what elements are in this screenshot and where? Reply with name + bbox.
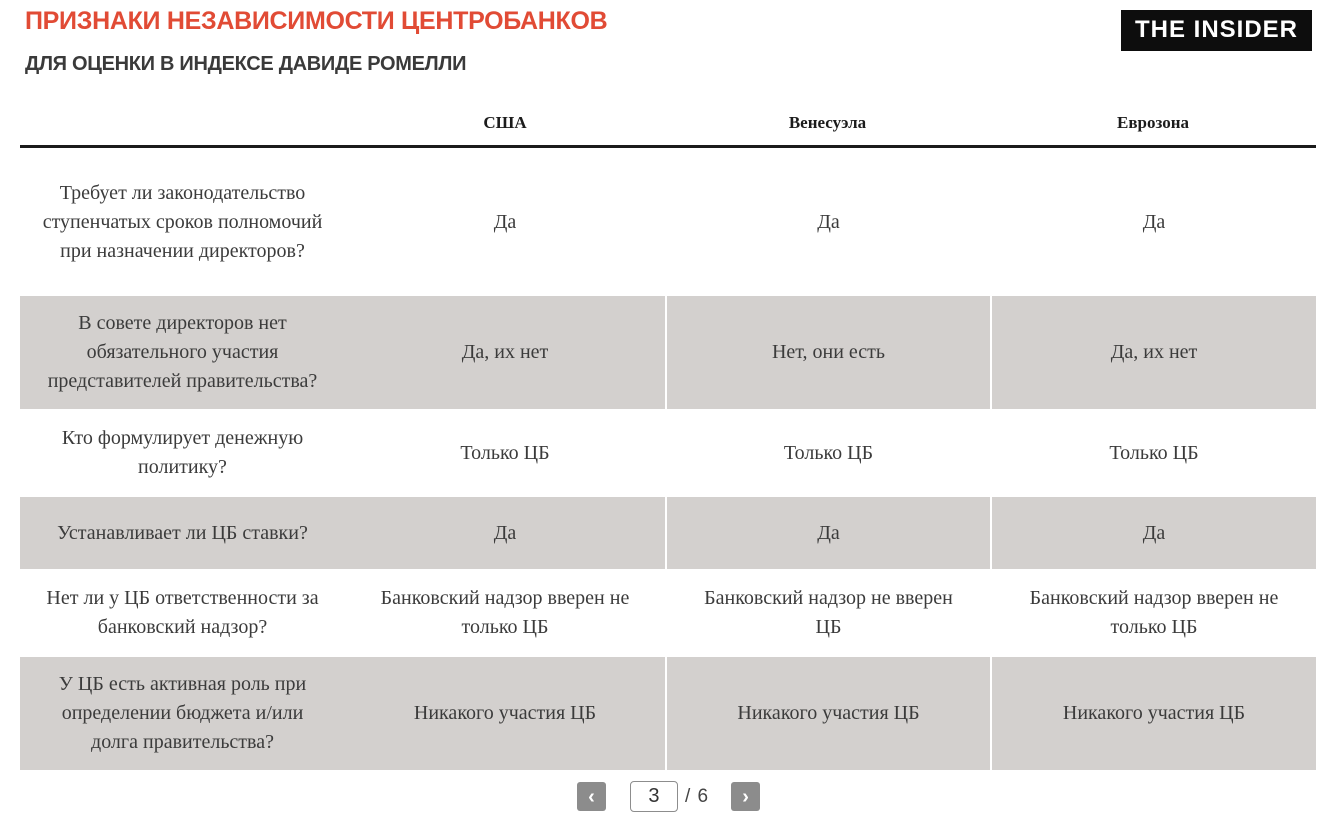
question-text: У ЦБ есть активная роль при определении бюджета и/или долга правительства? bbox=[58, 673, 307, 753]
page-subtitle: ДЛЯ ОЦЕНКИ В ИНДЕКСЕ ДАВИДЕ РОМЕЛЛИ bbox=[25, 52, 467, 75]
answer-cell-eurozone bbox=[990, 569, 1316, 657]
question-text: Устанавливает ли ЦБ ставки? bbox=[57, 521, 308, 544]
page-number-input[interactable] bbox=[630, 781, 678, 812]
answer-cell-usa bbox=[345, 148, 665, 296]
question-text: Требует ли законодательство ступенчатых сроков полномочий при назначении директоров? bbox=[42, 181, 323, 262]
answer-text: Да bbox=[493, 210, 517, 233]
answer-text: Никакого участия ЦБ bbox=[413, 702, 597, 724]
table-row bbox=[20, 148, 1316, 296]
answer-text: Банковский надзор вверен не только ЦБ bbox=[1029, 587, 1279, 638]
table-row bbox=[20, 657, 1316, 770]
answer-cell-eurozone bbox=[990, 497, 1316, 569]
the-insider-logo: THE INSIDER bbox=[1121, 10, 1312, 51]
question-text: В совете директоров нет обязательного участия представителей правительства? bbox=[47, 312, 318, 392]
answer-cell-venezuela bbox=[665, 569, 990, 657]
page-total-label: / 6 bbox=[684, 785, 710, 807]
comparison-table bbox=[20, 103, 1316, 770]
page-title: ПРИЗНАКИ НЕЗАВИСИМОСТИ ЦЕНТРОБАНКОВ bbox=[25, 7, 608, 35]
answer-text: Да, их нет bbox=[461, 341, 549, 363]
question-cell bbox=[20, 409, 345, 497]
answer-cell-eurozone bbox=[990, 148, 1316, 296]
question-text: Кто формулирует денежную политику? bbox=[61, 427, 304, 478]
question-cell bbox=[20, 148, 345, 296]
corner-cell bbox=[20, 113, 345, 133]
column-header-eurozone: Еврозона bbox=[1116, 113, 1189, 132]
answer-text: Да bbox=[817, 521, 840, 544]
answer-text: Нет, они есть bbox=[771, 341, 886, 363]
question-cell bbox=[20, 657, 345, 770]
column-header-venezuela: Венесуэла bbox=[788, 113, 867, 132]
table-row bbox=[20, 296, 1316, 409]
answer-text: Банковский надзор вверен не только ЦБ bbox=[380, 587, 630, 638]
table-row bbox=[20, 569, 1316, 657]
answer-cell-venezuela bbox=[665, 497, 990, 569]
answer-text: Только ЦБ bbox=[1109, 441, 1199, 464]
answer-text: Да bbox=[817, 210, 840, 233]
prev-page-button[interactable] bbox=[577, 782, 606, 811]
titles-block bbox=[25, 8, 607, 75]
pagination bbox=[0, 781, 1337, 812]
answer-cell-usa bbox=[345, 296, 665, 409]
answer-text: Да bbox=[1142, 521, 1166, 544]
table-row bbox=[20, 497, 1316, 569]
answer-text: Банковский надзор не вверен ЦБ bbox=[704, 587, 953, 638]
question-cell bbox=[20, 497, 345, 569]
answer-text: Да, их нет bbox=[1110, 341, 1198, 363]
answer-cell-venezuela bbox=[665, 409, 990, 497]
answer-text: Только ЦБ bbox=[783, 441, 874, 464]
answer-cell-eurozone bbox=[990, 296, 1316, 409]
question-text: Нет ли у ЦБ ответственности за банковский надзор? bbox=[46, 587, 319, 638]
table-row bbox=[20, 409, 1316, 497]
question-cell bbox=[20, 569, 345, 657]
answer-cell-venezuela bbox=[665, 296, 990, 409]
answer-cell-venezuela bbox=[665, 657, 990, 770]
column-header-usa: США bbox=[483, 113, 527, 132]
answer-cell-eurozone bbox=[990, 409, 1316, 497]
answer-text: Да bbox=[493, 521, 517, 544]
answer-cell-venezuela bbox=[665, 148, 990, 296]
question-cell bbox=[20, 296, 345, 409]
answer-cell-usa bbox=[345, 409, 665, 497]
answer-cell-usa bbox=[345, 497, 665, 569]
answer-text: Да bbox=[1142, 210, 1166, 233]
answer-cell-usa bbox=[345, 657, 665, 770]
answer-cell-usa bbox=[345, 569, 665, 657]
answer-text: Только ЦБ bbox=[460, 441, 550, 464]
chevron-left-icon: ‹ bbox=[588, 785, 595, 808]
next-page-button[interactable] bbox=[731, 782, 760, 811]
table-header-row bbox=[20, 103, 1316, 148]
answer-text: Никакого участия ЦБ bbox=[1062, 702, 1246, 724]
chevron-right-icon: › bbox=[742, 785, 749, 808]
answer-cell-eurozone bbox=[990, 657, 1316, 770]
answer-text: Никакого участия ЦБ bbox=[737, 702, 920, 724]
page-header bbox=[0, 0, 1337, 103]
